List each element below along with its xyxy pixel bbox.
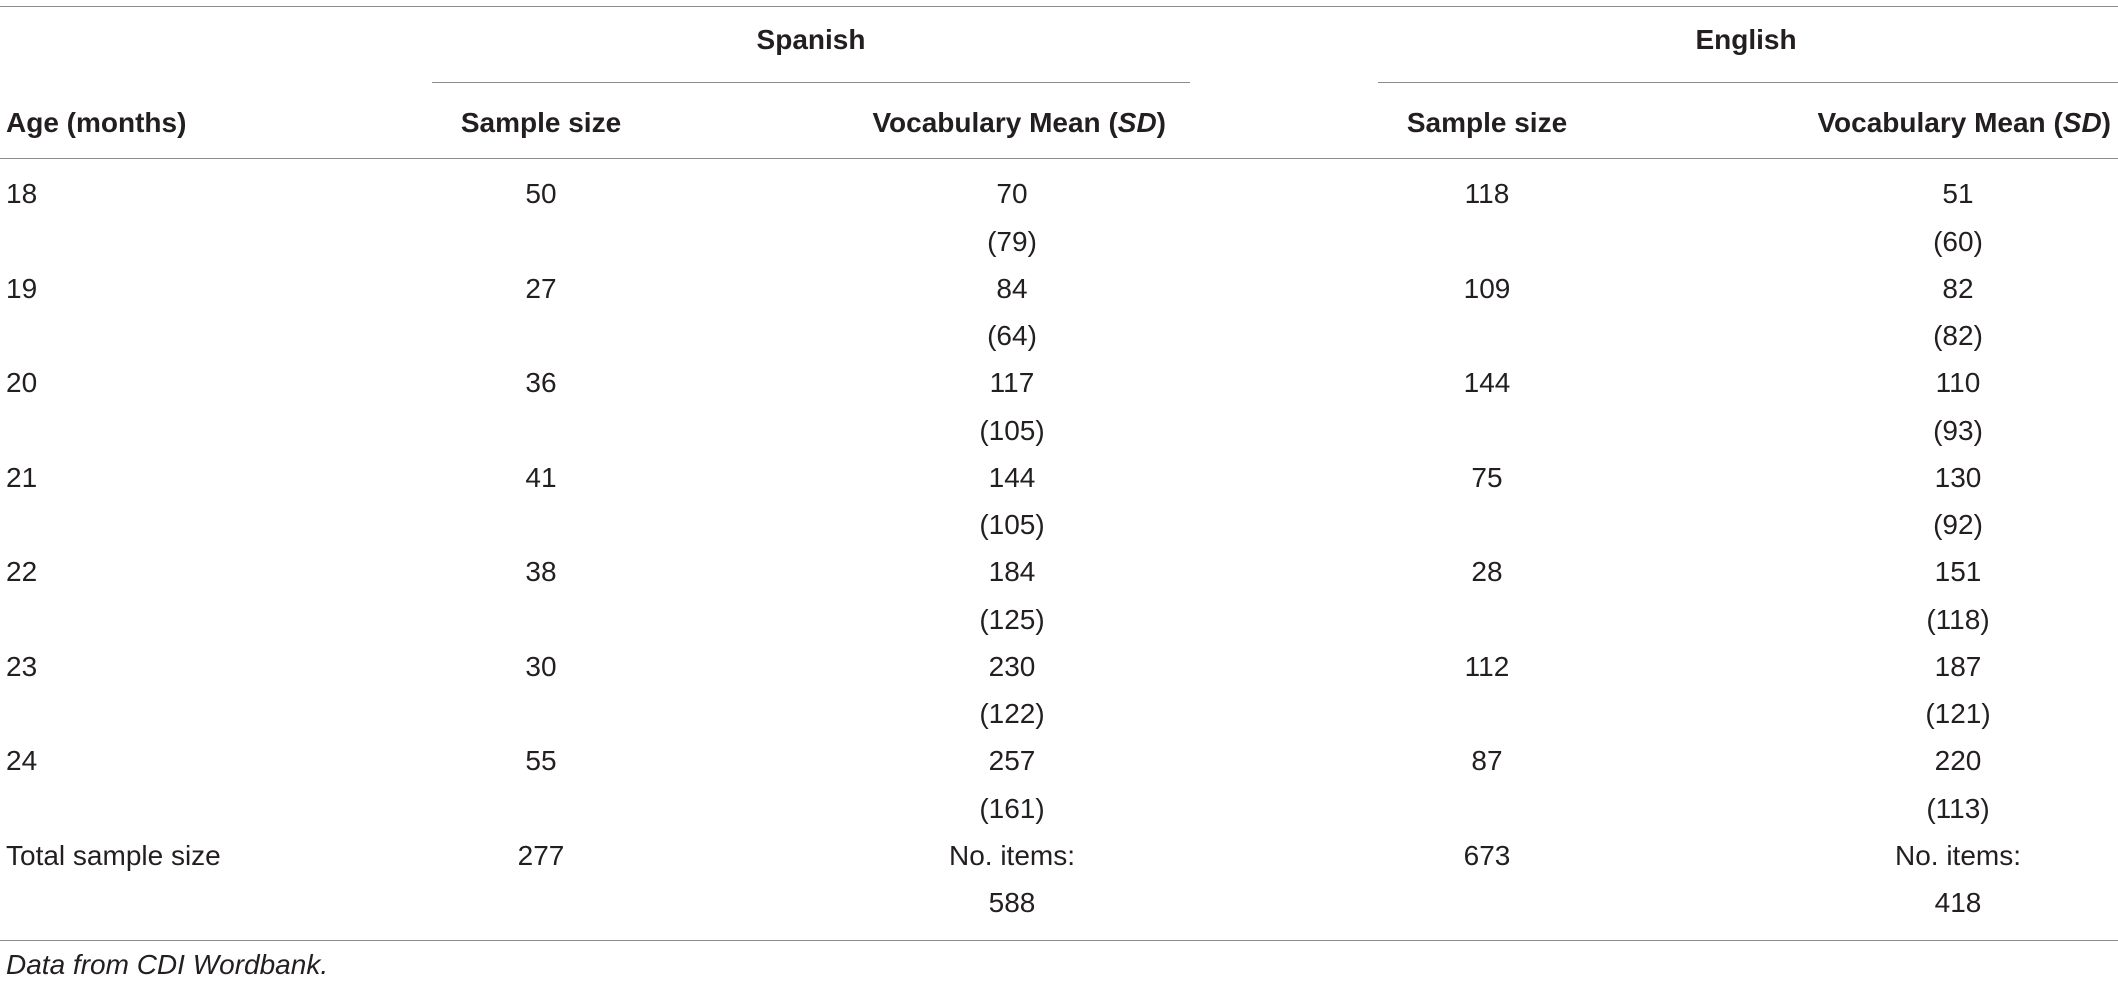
age-cell: 24 [6,745,38,776]
age-cell: 23 [6,651,38,682]
spanish-vocabulary-header: Vocabulary Mean (SD) [872,107,1166,138]
spanish-items-count: 588 [988,887,1036,918]
spanish-sd-cell: (79) [987,226,1037,257]
english-sample-size-header: Sample size [1406,107,1568,138]
header-rule [0,158,2118,159]
english-vocabulary-header: Vocabulary Mean (SD) [1817,107,2111,138]
english-total-sample-size: 673 [1463,840,1511,871]
english-items-count: 418 [1934,887,1982,918]
english-sample-size-cell: 75 [1471,462,1503,493]
english-items-label: No. items: [1894,840,2022,871]
spanish-sample-size-cell: 36 [525,367,557,398]
top-rule [0,6,2118,7]
english-sample-size-cell: 118 [1464,178,1510,209]
english-mean-cell: 51 [1942,178,1974,209]
english-mean-cell: 82 [1942,273,1974,304]
age-cell: 22 [6,556,38,587]
spanish-sd-cell: (105) [979,415,1045,446]
english-sd-cell: (93) [1933,415,1983,446]
english-mean-cell: 220 [1934,745,1982,776]
english-sd-cell: (60) [1933,226,1983,257]
spanish-mean-cell: 144 [988,462,1036,493]
age-column-header: Age (months) [6,107,187,138]
english-mean-cell: 187 [1934,651,1982,682]
spanish-group-rule [432,82,1190,83]
table-footnote: Data from CDI Wordbank. [6,949,329,980]
spanish-sample-size-cell: 27 [525,273,557,304]
spanish-sample-size-cell: 50 [525,178,557,209]
english-mean-cell: 110 [1935,367,1981,398]
spanish-sample-size-cell: 30 [525,651,557,682]
english-group-header: English [1695,24,1797,55]
spanish-sd-cell: (125) [979,604,1045,635]
english-sample-size-cell: 28 [1471,556,1503,587]
spanish-mean-cell: 257 [988,745,1036,776]
spanish-sd-cell: (122) [979,698,1045,729]
english-sample-size-cell: 87 [1471,745,1503,776]
english-mean-cell: 151 [1934,556,1982,587]
spanish-items-label: No. items: [948,840,1076,871]
english-sample-size-cell: 112 [1464,651,1510,682]
english-sample-size-cell: 109 [1463,273,1511,304]
spanish-total-sample-size: 277 [517,840,565,871]
total-sample-size-label: Total sample size [6,840,221,871]
age-cell: 18 [6,178,38,209]
english-sd-cell: (118) [1926,604,1990,635]
spanish-mean-cell: 184 [988,556,1036,587]
spanish-sd-cell: (161) [979,793,1045,824]
age-cell: 20 [6,367,38,398]
english-sd-cell: (121) [1925,698,1991,729]
spanish-mean-cell: 230 [988,651,1036,682]
english-sample-size-cell: 144 [1463,367,1511,398]
spanish-mean-cell: 84 [996,273,1028,304]
bottom-rule [0,940,2118,941]
english-mean-cell: 130 [1934,462,1982,493]
english-sd-cell: (113) [1926,793,1990,824]
spanish-sd-cell: (105) [979,509,1045,540]
spanish-sample-size-header: Sample size [460,107,622,138]
spanish-sample-size-cell: 38 [525,556,557,587]
spanish-mean-cell: 70 [996,178,1028,209]
age-cell: 21 [6,462,38,493]
spanish-mean-cell: 117 [989,367,1035,398]
english-group-rule [1378,82,2118,83]
spanish-group-header: Spanish [756,24,866,55]
english-sd-cell: (92) [1933,509,1983,540]
english-sd-cell: (82) [1933,320,1983,351]
spanish-sample-size-cell: 55 [525,745,557,776]
spanish-sd-cell: (64) [987,320,1037,351]
age-cell: 19 [6,273,38,304]
spanish-sample-size-cell: 41 [525,462,557,493]
